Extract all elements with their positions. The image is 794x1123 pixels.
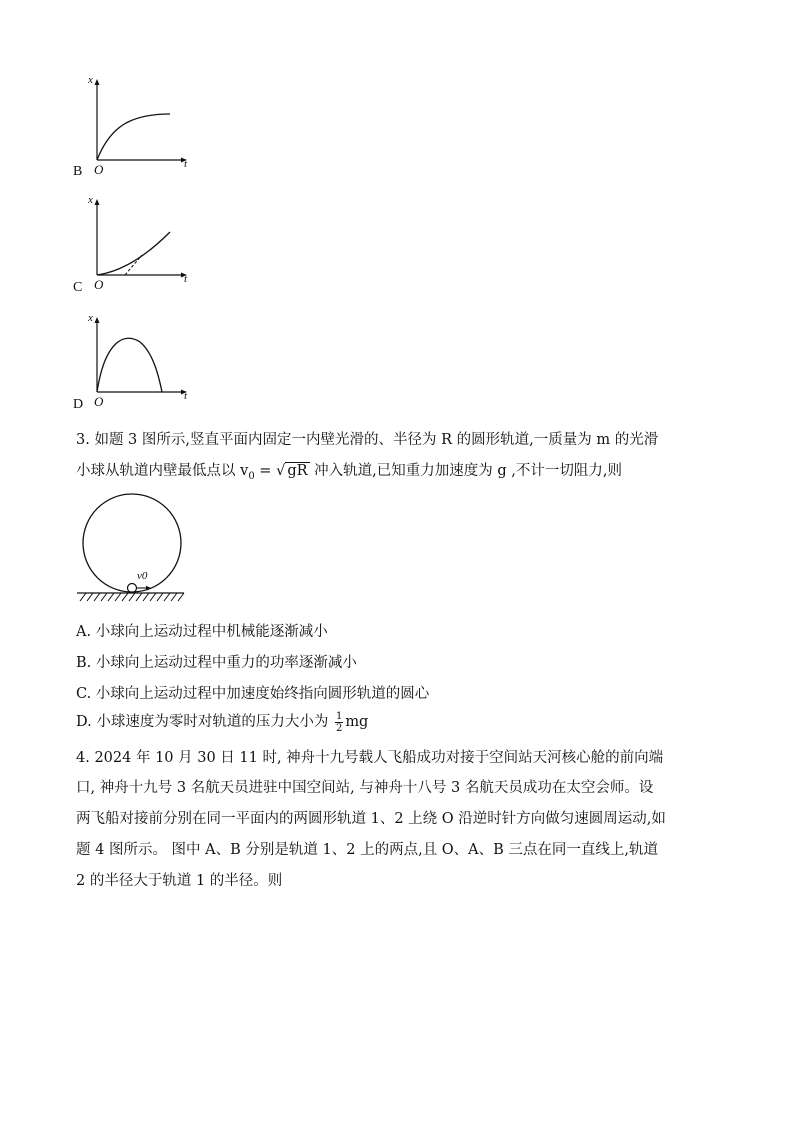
graph-d-x-label: t xyxy=(184,390,188,402)
q3-frac-num: 1 xyxy=(335,710,343,722)
q3-line-2-post: 冲入轨道,已知重力加速度为 g ,不计一切阻力,则 xyxy=(309,463,622,479)
graph-c-x-label: t xyxy=(184,273,188,285)
graph-d-y-arrow xyxy=(95,317,100,323)
q3-line-2-pre: 小球从轨道内壁最低点以 xyxy=(76,463,241,479)
graph-c-origin: O xyxy=(94,277,104,292)
graph-c-curve xyxy=(97,232,170,275)
graph-c-letter: C xyxy=(73,280,83,295)
graph-c-svg xyxy=(70,192,200,302)
q3-frac-den: 2 xyxy=(335,722,343,734)
graph-b-y-arrow xyxy=(95,79,100,85)
q4-line-3: 两飞船对接前分别在同一平面内的两圆形轨道 1、2 上绕 O 沿逆时针方向做匀速圆周运动,如 xyxy=(76,811,666,827)
q3-option-d xyxy=(76,708,368,736)
graph-b-x-label: t xyxy=(184,158,188,170)
q3-figure-svg xyxy=(74,490,214,608)
graph-d-letter: D xyxy=(73,397,84,412)
q3-option-b: B. 小球向上运动过程中重力的功率逐渐减小 xyxy=(76,655,357,671)
q3-fraction xyxy=(335,711,343,734)
graph-b xyxy=(70,72,200,182)
graph-d xyxy=(70,310,200,420)
q3-line-1: 3. 如题 3 图所示,竖直平面内固定一内壁光滑的、半径为 R 的圆形轨道,一质量为 m 的光滑 xyxy=(76,432,659,448)
graph-d-curve xyxy=(97,338,162,392)
q3-option-d-post: mg xyxy=(345,714,369,730)
graph-b-y-label: x xyxy=(88,74,93,86)
graph-d-origin: O xyxy=(94,394,104,409)
q4-line-2: 口, 神舟十九号 3 名航天员进驻中国空间站, 与神舟十八号 3 名航天员成功在太空会师。设 xyxy=(76,780,654,796)
q3-v0-sub: 0 xyxy=(248,470,255,482)
q3-option-d-pre: D. 小球速度为零时对轨道的压力大小为 xyxy=(76,714,333,730)
q3-sqrt: √ gR xyxy=(276,463,308,479)
q3-figure xyxy=(74,490,214,608)
q3-v0-symbol: v xyxy=(240,463,249,479)
q3-figure-v0-label: v0 xyxy=(137,570,148,582)
ground-hatching xyxy=(80,593,184,601)
q4-line-5: 2 的半径大于轨道 1 的半径。则 xyxy=(76,873,283,889)
q3-option-a: A. 小球向上运动过程中机械能逐渐减小 xyxy=(76,624,328,640)
q3-line-2 xyxy=(76,461,622,487)
graph-b-svg xyxy=(70,72,200,182)
q4-line-4: 题 4 图所示。 图中 A、B 分别是轨道 1、2 上的两点,且 O、A、B 三点在同一直线上,轨道 xyxy=(76,842,659,858)
q3-sqrt-content: gR xyxy=(287,463,308,479)
graph-b-letter: B xyxy=(73,164,83,179)
graph-d-svg xyxy=(70,310,200,420)
graph-d-y-label: x xyxy=(88,312,93,324)
circular-track xyxy=(83,494,181,592)
q4-line-1: 4. 2024 年 10 月 30 日 11 时, 神舟十九号载人飞船成功对接于空间站天河核心舱的前向端 xyxy=(76,750,664,766)
graph-c-y-arrow xyxy=(95,199,100,205)
graph-c xyxy=(70,192,200,302)
graph-b-curve xyxy=(97,114,170,160)
graph-c-y-label: x xyxy=(88,194,93,206)
graph-b-origin: O xyxy=(94,162,104,177)
q3-v0 xyxy=(240,463,255,482)
q3-eq: = xyxy=(254,463,277,479)
small-ball xyxy=(128,584,137,593)
q3-option-c: C. 小球向上运动过程中加速度始终指向圆形轨道的圆心 xyxy=(76,686,430,702)
